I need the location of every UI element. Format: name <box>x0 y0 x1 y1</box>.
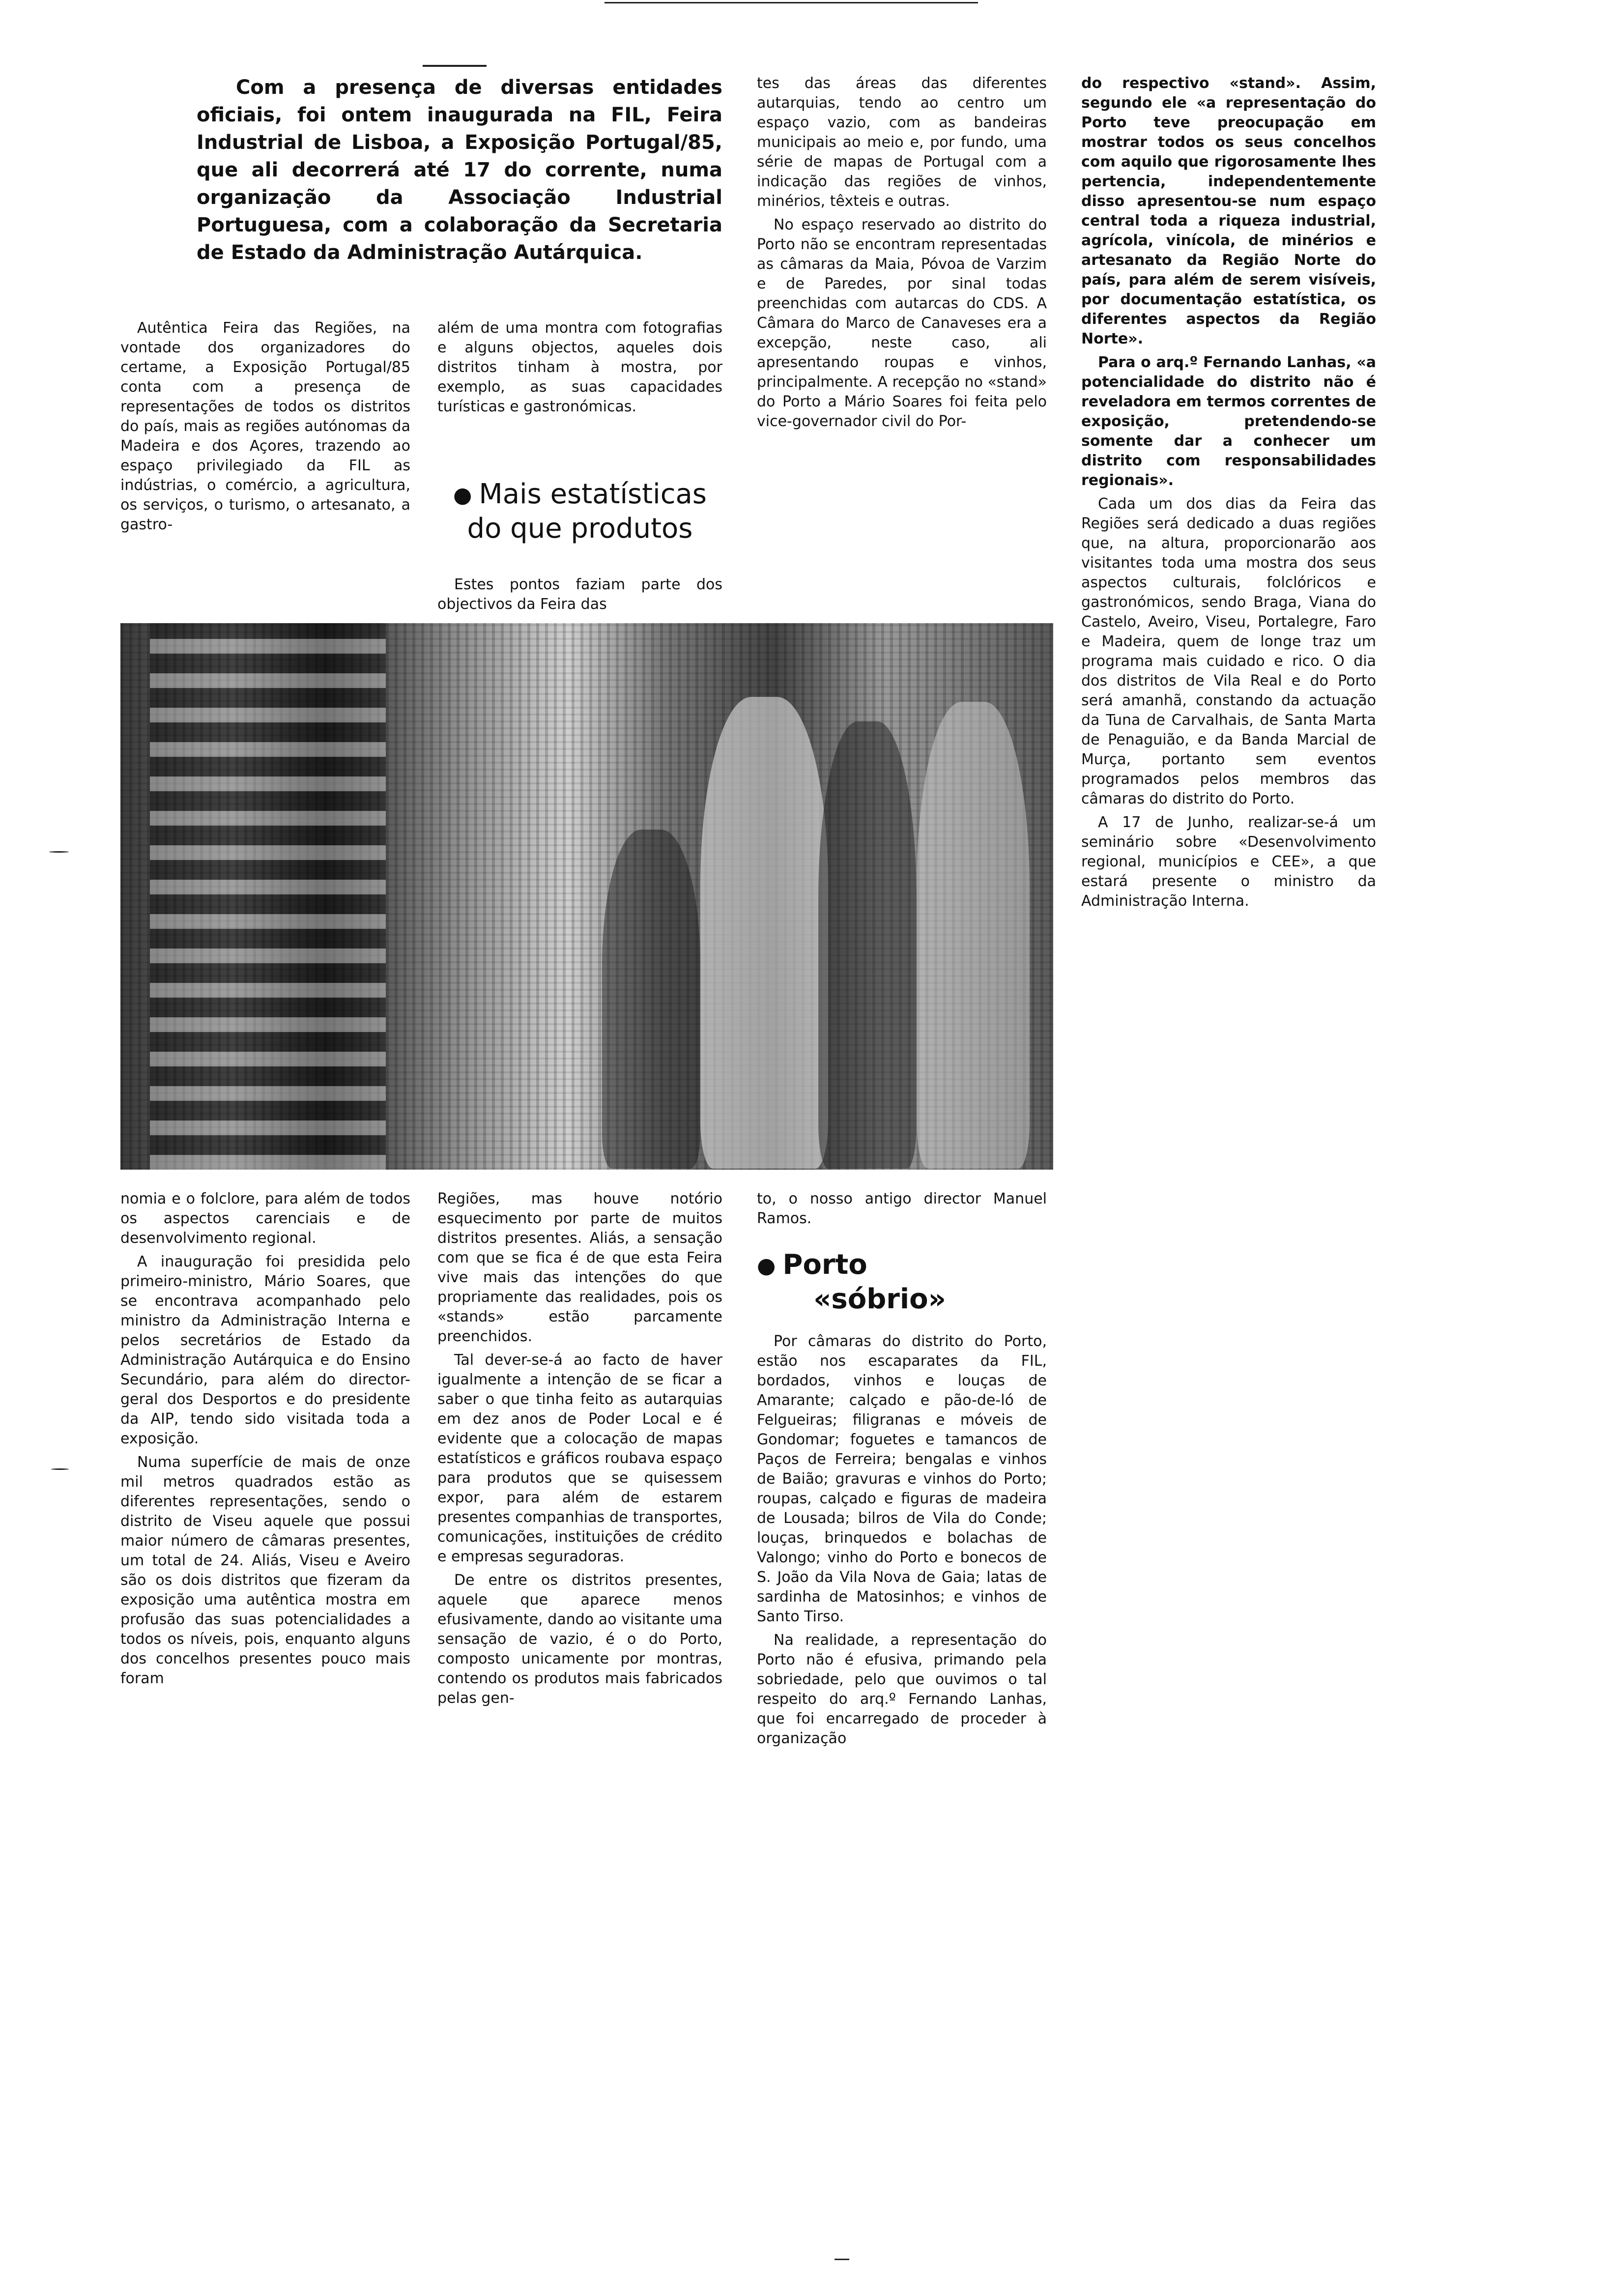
paragraph: Autêntica Feira das Regiões, na vontade dos organizadores do certame, a Exposição Portugal/85 conta com a presença de representações de todos os distritos do país, mais as regiões autónomas da Madeira e dos Açores, trazendo ao espaço privilegiado da FIL as indústrias, o comércio, a agricultura, os serviços, o turismo, o artesanato, a gastro- <box>120 319 410 533</box>
column-3-top <box>757 74 1047 435</box>
scan-artifact-dash <box>835 2259 849 2260</box>
scan-artifact-line <box>423 65 487 67</box>
photo-figure <box>700 697 828 1169</box>
paragraph: A inauguração foi presidida pelo primeiro-ministro, Mário Soares, que se encontrava acompanhado pelo ministro da Administração Interna e pelos secretários de Estado da Administração Autárquica e do Ensino Secundário, para além do director-geral dos Desportos e do presidente da AIP, tendo sido visitada toda a exposição. <box>120 1253 410 1447</box>
paragraph: De entre os distritos presentes, aquele que aparece menos efusivamente, dando ao visitante uma sensação de vazio, é o do Porto, composto unicamente por montras, contendo os produtos mais fabricados pelas gen- <box>437 1572 722 1707</box>
scan-artifact-margin-mark <box>51 1468 69 1470</box>
subheading-line: «sóbrio» <box>813 1283 946 1315</box>
paragraph: A 17 de Junho, realizar-se-á um seminário sobre «Desenvolvimento regional, municípios e CEE», a que estará presente o ministro da Administração Interna. <box>1081 814 1376 910</box>
column-3-bottom-first <box>757 1189 1047 1233</box>
paragraph: Cada um dos dias da Feira das Regiões será dedicado a duas regiões que, na altura, proporcionarão aos visitantes toda uma mostra dos seus aspectos culturais, folclóricos e gastronómicos, sendo Braga, Viana do Castelo, Aveiro, Viseu, Portalegre, Faro e Madeira, quem de longe traz um programa mais cuidado e rico. O dia dos distritos de Vila Real e do Porto será amanhã, constando da actuação da Tuna de Carvalhais, de Santa Marta de Penaguião, e da Banda Marcial de Murça, portanto sem eventos programados pelos membros das câmaras do distrito do Porto. <box>1081 495 1376 807</box>
scan-artifact-margin-mark <box>49 851 69 853</box>
subheading-porto-sobrio <box>757 1248 1003 1316</box>
paragraph: Na realidade, a representação do Porto não é efusiva, primando pela sobriedade, pelo que ouvimos o tal respeito do arq.º Fernando Lanhas, que foi encarregado de proceder à organização <box>757 1632 1047 1747</box>
paragraph: Numa superfície de mais de onze mil metros quadrados estão as diferentes representações, sendo o distrito de Viseu aquele que possui maior número de câmaras presentes, um total de 24. Aliás, Viseu e Aveiro são os dois distritos que fizeram da exposição uma autêntica mostra em profusão das suas potencialidades a todos os níveis, pois, enquanto alguns dos concelhos presentes pouco mais foram <box>120 1454 410 1687</box>
bullet-icon: ● <box>757 1253 776 1278</box>
column-3-bottom <box>757 1332 1047 1752</box>
lead-text: Com a presença de diversas entidades oficiais, foi ontem inaugurada na FIL, Feira Industrial de Lisboa, a Exposição Portugal/85, que ali decorrerá até 17 do corrente, numa organização da Associação Industrial Portuguesa, com a colaboração da Secretaria de Estado da Administração Autárquica. <box>197 76 722 264</box>
paragraph: to, o nosso antigo director Manuel Ramos. <box>757 1190 1047 1227</box>
paragraph: nomia e o folclore, para além de todos os aspectos carenciais e de desenvolvimento regional. <box>120 1190 410 1247</box>
column-2-bottom <box>437 1189 722 1712</box>
column-1-top <box>120 318 410 539</box>
paragraph: além de uma montra com fotografias e alguns objectos, aqueles dois distritos tinham à mostra, por exemplo, as suas capacidades turísticas e gastronómicas. <box>437 319 722 415</box>
subheading-mais-estatisticas <box>432 478 727 545</box>
column-2-top-continued <box>437 575 722 618</box>
paragraph: No espaço reservado ao distrito do Porto não se encontram representadas as câmaras da Maia, Póvoa de Varzim e de Paredes, por sinal todas preenchidas com autarcas do CDS. A Câmara do Marco de Canaveses era a excepção, neste caso, ali apresentando roupas e vinhos, principalmente. A recepção no «stand» do Porto a Mário Soares foi feita pelo vice-governador civil do Por- <box>757 216 1047 430</box>
photo-bottles <box>150 623 386 1170</box>
paragraph: do respectivo «stand». Assim, segundo ele «a representação do Porto teve preocupação em mostrar todos os seus concelhos com aquilo que rigorosamente lhes pertencia, independentemente disso apresentou-se num espaço central toda a riqueza industrial, agrícola, vinícola, de minérios e artesanato da Região Norte do país, para além de serem visíveis, por documentação estatística, os diferentes aspectos da Região Norte». <box>1081 75 1376 347</box>
subheading-line: Porto <box>782 1249 867 1281</box>
paragraph: Por câmaras do distrito do Porto, estão nos escaparates da FIL, bordados, vinhos e louças de Amarante; calçado e pão-de-ló de Felgueiras; filigranas e móveis de Gondomar; foguetes e tamancos de Paços de Ferreira; bengalas e vinhos de Baião; gravuras e vinhos do Porto; roupas, calçado e figuras de madeira de Lousada; bilros de Vila do Conde; louças, brinquedos e bolachas de Valongo; vinho do Porto e bonecos de S. João da Vila Nova de Gaia; latas de sardinha de Matosinhos; e vinhos de Santo Tirso. <box>757 1333 1047 1625</box>
paragraph: Estes pontos faziam parte dos objectivos da Feira das <box>437 576 722 613</box>
photo-figure <box>602 830 700 1169</box>
scan-artifact-line <box>604 2 978 3</box>
column-4 <box>1081 74 1376 915</box>
photo-figure <box>818 721 917 1169</box>
photo-figure <box>917 702 1030 1169</box>
paragraph: Regiões, mas houve notório esquecimento por parte de muitos distritos presentes. Aliás, a sensação com que se fica é de que esta Feira vive mais das intenções do que propriamente das realidades, pois os «stands» estão parcamente preenchidos. <box>437 1190 722 1345</box>
paragraph: Tal dever-se-á ao facto de haver igualmente a intenção de se ficar a saber o que tinha feito as autarquias em dez anos de Poder Local e é evidente que a colocação de mapas estatísticos e gráficos roubava espaço para produtos que se quisessem expor, para além de estarem presentes companhias de transportes, comunicações, instituições de crédito e empresas seguradoras. <box>437 1351 722 1565</box>
paragraph: tes das áreas das diferentes autarquias, tendo ao centro um espaço vazio, com as bandeiras municipais ao meio e, por fundo, uma série de mapas de Portugal com a indicação das regiões de vinhos, minérios, têxteis e outras. <box>757 75 1047 210</box>
column-1-bottom <box>120 1189 410 1693</box>
paragraph: Para o arq.º Fernando Lanhas, «a potencialidade do distrito não é reveladora em termos correntes de exposição, pretendendo-se somente dar a conhecer um distrito com responsabilidades regionais». <box>1081 354 1376 489</box>
article-lead <box>197 74 722 266</box>
news-photograph <box>120 623 1053 1170</box>
subheading-line: do que produtos <box>467 512 693 545</box>
bullet-icon: ● <box>453 482 472 508</box>
subheading-line: Mais estatísticas <box>479 478 707 510</box>
column-2-top <box>437 318 722 421</box>
